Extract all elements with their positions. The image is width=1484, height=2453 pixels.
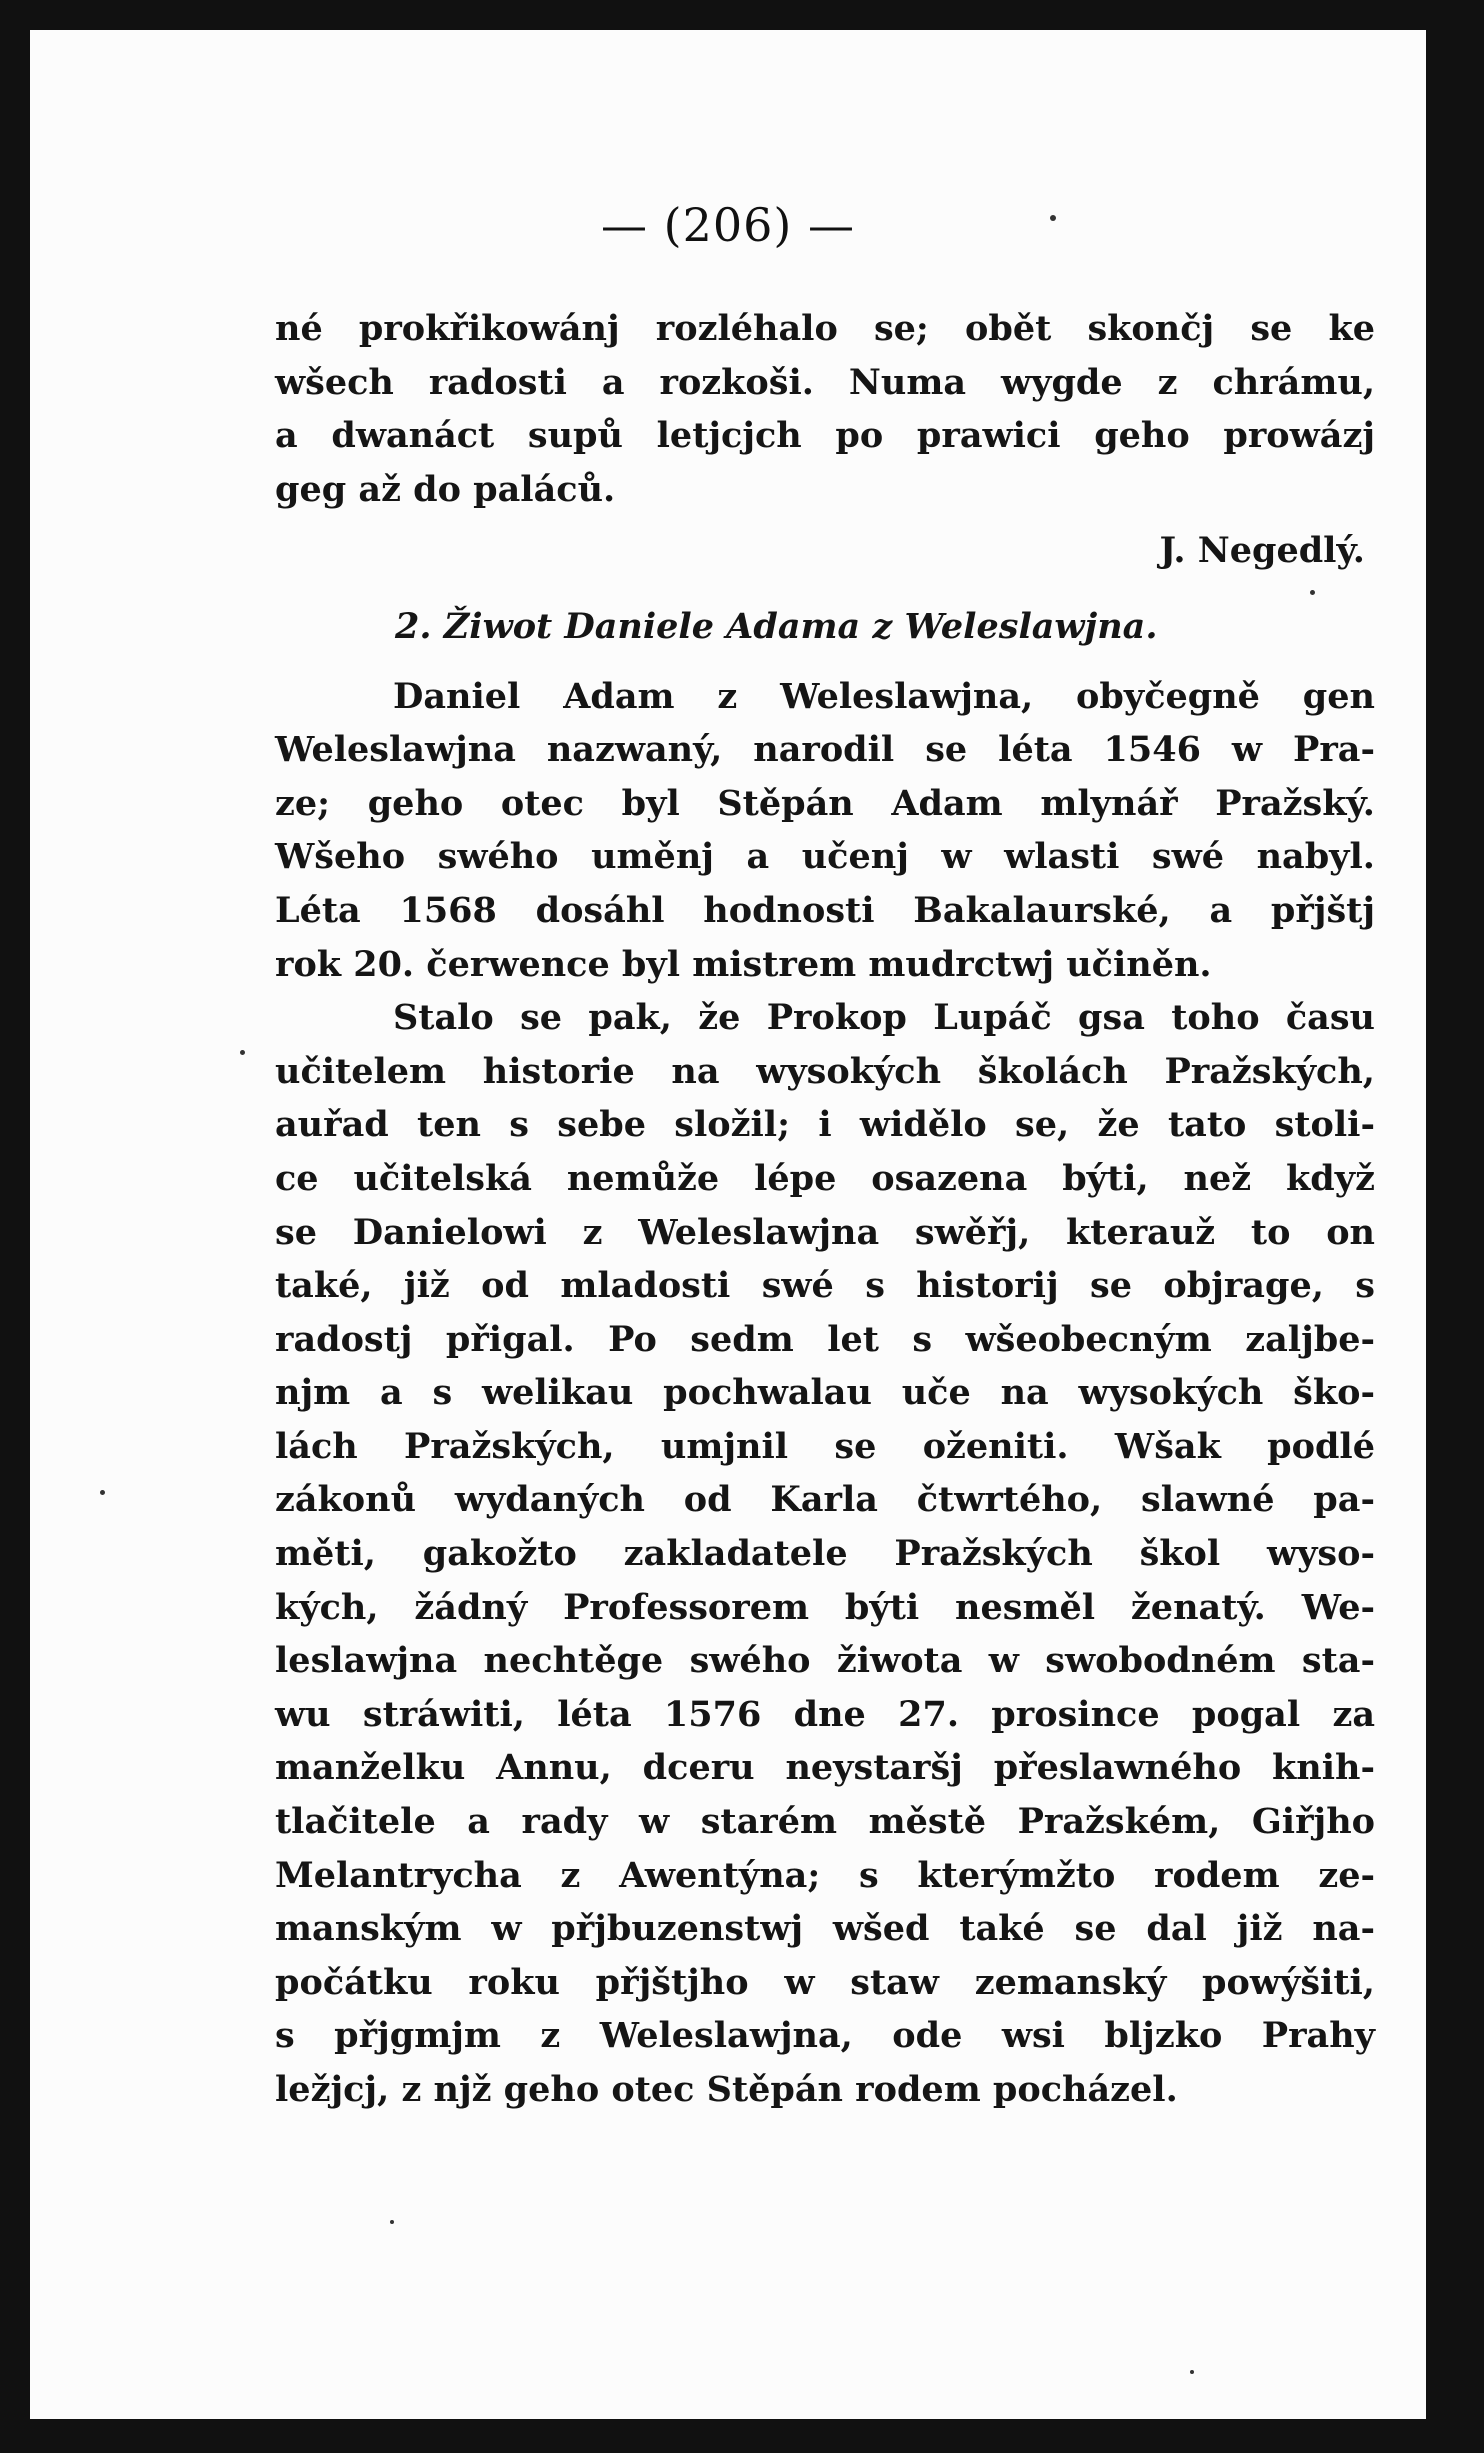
- text-line: s přjgmjm z Weleslawjna, ode wsi bljzko Prahy: [275, 2015, 1375, 2057]
- text-line: ce učitelská nemůže lépe osazena býti, než když: [275, 1157, 1375, 1199]
- paragraph-1: [275, 670, 1375, 992]
- text-line: manským w přjbuzenstwj wšed také se dal již na-: [275, 1908, 1375, 1950]
- text-line: Melantrycha z Awentýna; s kterýmžto rodem ze-: [275, 1854, 1375, 1896]
- text-line: kých, žádný Professorem býti nesměl ženatý. We-: [275, 1586, 1375, 1628]
- text-line: Daniel Adam z Weleslawjna, obyčegně gen: [393, 675, 1375, 717]
- author-signature: J. Negedlý.: [1159, 530, 1365, 572]
- text-line: leslawjna nechtěge swého žiwota w swobodném sta-: [275, 1640, 1375, 1682]
- scan-speck: [390, 2220, 394, 2224]
- text-line: zákonů wydaných od Karla čtwrtého, slawné pa-: [275, 1479, 1375, 1521]
- text-line: Léta 1568 dosáhl hodnosti Bakalaurské, a přjštj: [275, 889, 1375, 931]
- scan-speck: [100, 1490, 105, 1495]
- page-number-header: — (206) —: [601, 198, 855, 252]
- text-line: radostj přigal. Po sedm let s wšeobecným zaljbe-: [275, 1318, 1375, 1360]
- text-line: geg až do paláců.: [275, 468, 616, 510]
- scan-speck: [240, 1050, 245, 1055]
- text-line: se Danielowi z Weleslawjna swěřj, kterauž to on: [275, 1211, 1375, 1253]
- scan-speck: [1310, 590, 1315, 595]
- text-line: tlačitele a rady w starém městě Pražském, Giřjho: [275, 1801, 1375, 1843]
- text-line: a dwanáct supů letjcjch po prawici geho prowázj: [275, 415, 1375, 457]
- text-line: rok 20. čerwence byl mistrem mudrctwj učiněn.: [275, 943, 1212, 985]
- page-body: [275, 302, 1375, 2117]
- text-line: manželku Annu, dceru neystaršj přeslawného knih-: [275, 1747, 1375, 1789]
- paragraph-2: [275, 991, 1375, 2116]
- text-line: njm a s welikau pochwalau uče na wysokých ško-: [275, 1372, 1375, 1414]
- text-line: Weleslawjna nazwaný, narodil se léta 1546 w Pra-: [275, 729, 1375, 771]
- text-line: Stalo se pak, že Prokop Lupáč gsa toho času: [393, 997, 1375, 1039]
- text-line: lách Pražských, umjnil se oženiti. Wšak podlé: [275, 1425, 1375, 1467]
- text-line: né prokřikowánj rozléhalo se; obět skončj se ke: [275, 308, 1375, 349]
- section-title: 2. Žiwot Daniele Adama z Weleslawjna.: [395, 605, 1158, 647]
- text-line: učitelem historie na wysokých školách Pražských,: [275, 1050, 1375, 1092]
- text-line: wšech radosti a rozkoši. Numa wygde z chrámu,: [275, 361, 1375, 403]
- scan-speck: [1190, 2370, 1194, 2374]
- text-line: wu stráwiti, léta 1576 dne 27. prosince pogal za: [275, 1693, 1375, 1735]
- opening-paragraph: [275, 302, 1375, 516]
- page-paper: [30, 30, 1426, 2419]
- text-line: počátku roku přjštjho w staw zemanský powýšiti,: [275, 1961, 1375, 2003]
- text-line: ležjcj, z njž geho otec Stěpán rodem pocházel.: [275, 2069, 1178, 2110]
- text-line: měti, gakožto zakladatele Pražských škol wyso-: [275, 1533, 1375, 1575]
- scan-speck: [1050, 215, 1056, 221]
- text-line: auřad ten s sebe složil; i widělo se, že tato stoli-: [275, 1104, 1375, 1146]
- text-line: také, již od mladosti swé s historij se objrage, s: [275, 1265, 1375, 1307]
- text-line: Wšeho swého uměnj a učenj w wlasti swé nabyl.: [275, 836, 1375, 878]
- text-line: ze; geho otec byl Stěpán Adam mlynář Pražský.: [275, 782, 1375, 824]
